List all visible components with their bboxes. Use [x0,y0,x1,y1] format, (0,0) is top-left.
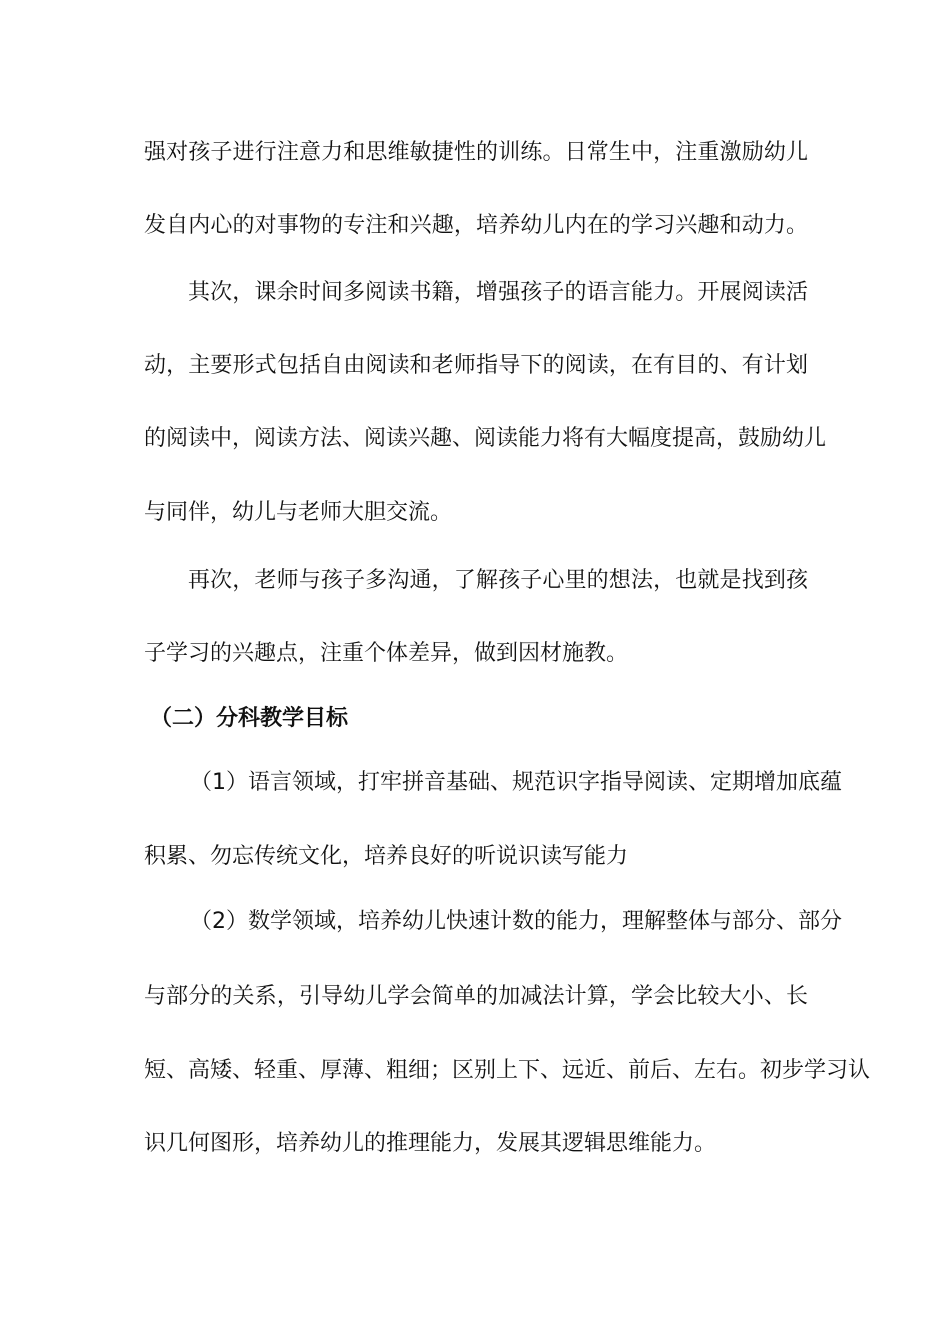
paragraph-line: 强对孩子进行注意力和思维敏捷性的训练。日常生中，注重激励幼儿 [144,140,808,165]
paragraph-line: 再次，老师与孩子多沟通，了解孩子心里的想法，也就是找到孩 [188,568,808,593]
paragraph-line: 发自内心的对事物的专注和兴趣，培养幼儿内在的学习兴趣和动力。 [144,213,808,238]
paragraph-line: 与同伴，幼儿与老师大胆交流。 [144,500,453,525]
paragraph-line: 识几何图形，培养幼儿的推理能力，发展其逻辑思维能力。 [144,1131,717,1156]
paragraph-line: 其次，课余时间多阅读书籍，增强孩子的语言能力。开展阅读活 [188,280,808,305]
section-heading: （二）分科教学目标 [150,706,349,731]
paragraph-line: （1）语言领域，打牢拼音基础、规范识字指导阅读、定期增加底蕴 [190,770,842,795]
paragraph-line: （2）数学领域，培养幼儿快速计数的能力，理解整体与部分、部分 [190,909,842,934]
paragraph-line: 的阅读中，阅读方法、阅读兴趣、阅读能力将有大幅度提高，鼓励幼儿 [144,426,827,451]
paragraph-line: 短、高矮、轻重、厚薄、粗细；区别上下、远近、前后、左右。初步学习认 [144,1058,871,1083]
paragraph-line: 子学习的兴趣点，注重个体差异，做到因材施教。 [144,641,629,666]
paragraph-line: 与部分的关系，引导幼儿学会简单的加减法计算，学会比较大小、长 [144,984,808,1009]
paragraph-line: 积累、勿忘传统文化，培养良好的听说识读写能力 [144,844,629,869]
paragraph-line: 动，主要形式包括自由阅读和老师指导下的阅读，在有目的、有计划 [144,353,808,378]
